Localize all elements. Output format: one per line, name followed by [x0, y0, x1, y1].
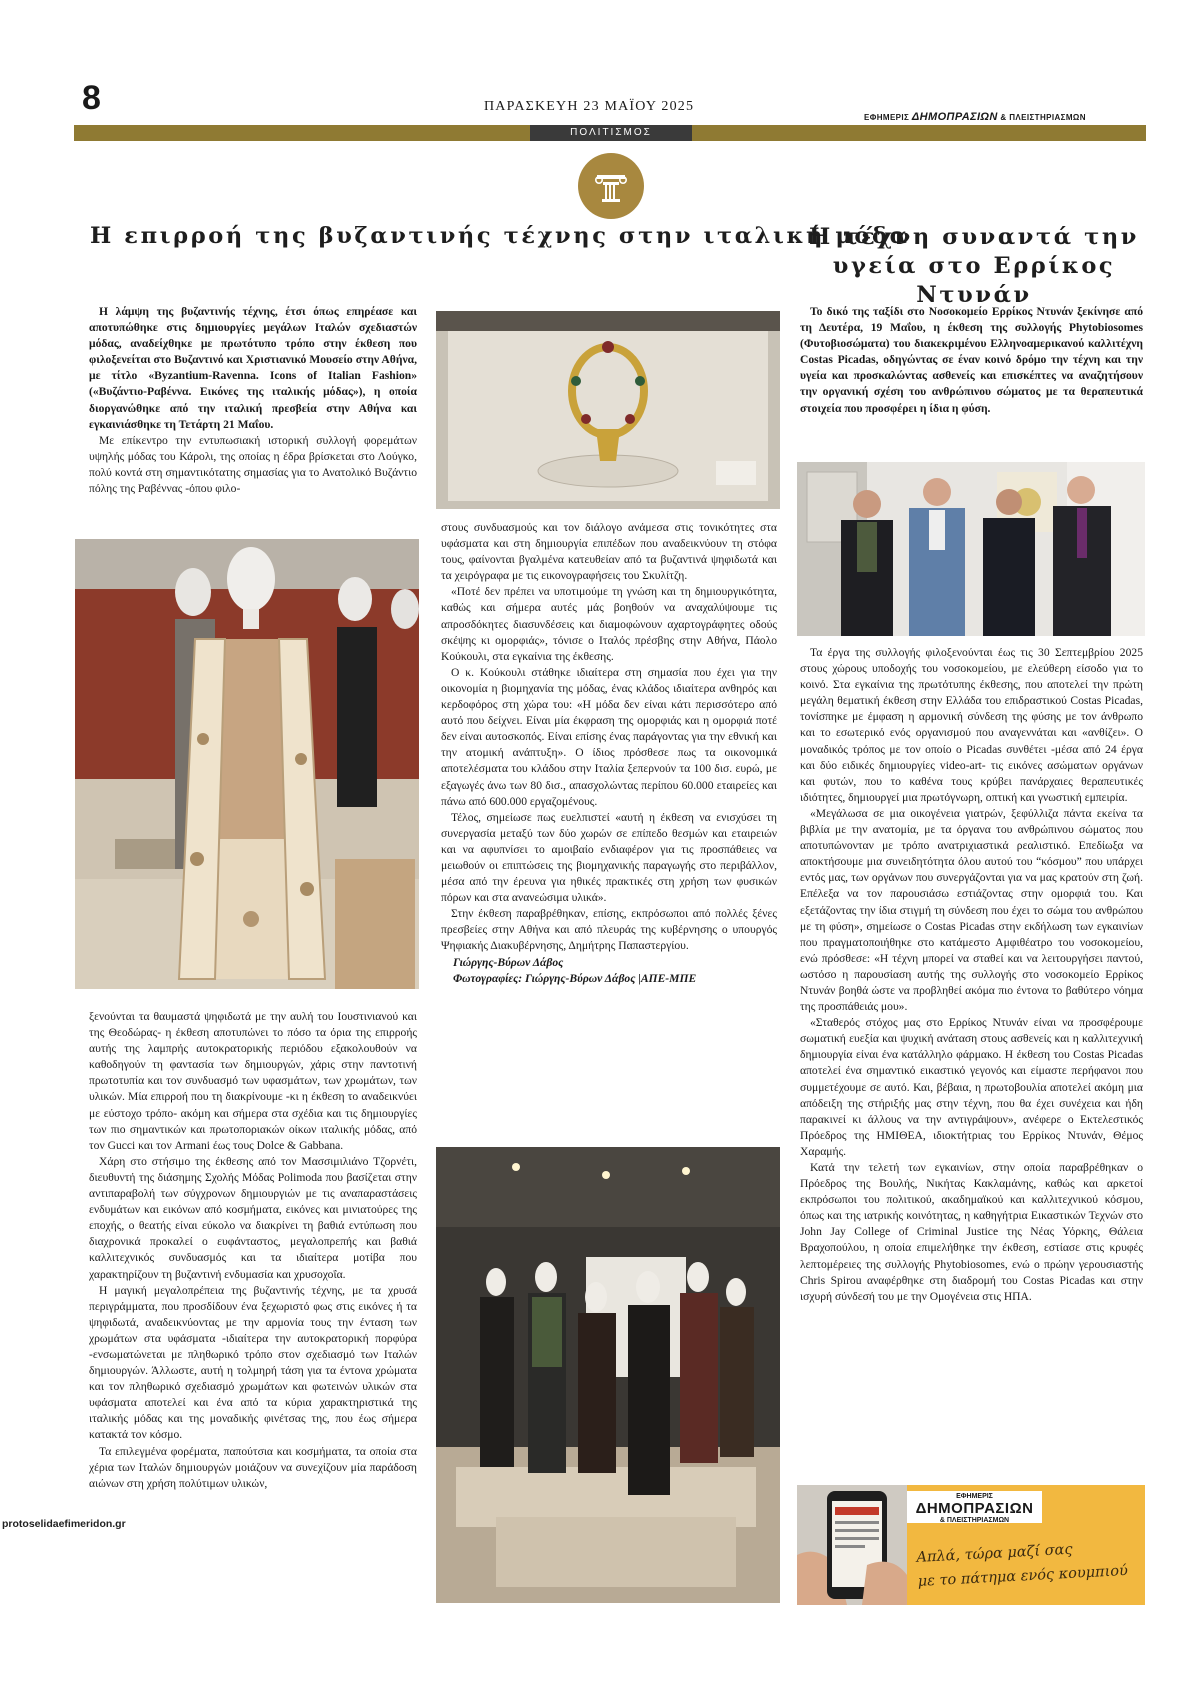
article-1-photo-credit: Φωτογραφίες: Γιώργης-Βύρων Δάβος |ΑΠΕ-ΜΠΕ — [453, 971, 697, 985]
article-1-paragraph: ξενούνται τα θαυμαστά ψηφιδωτά με την αυλή του Ιουστινιανού και της Θεοδώρας- η έκθεση αποτυπώνει το πόσο τα όρια της επιρροής αυτής της λαμπρής αυτοκρατορικής περιόδου εξακολουθούν να καθοδηγούν τη φαντασία των δημιουργών, χάρις στην παντοτινή πρωτοτυπία και τον συνδυασμό των υφασμάτων, των χρωμάτων, των υλικών. Μία επιρροή που τη διακρίνουμε -κι η έκθεση το αναδεικνύει με εύστοχο τρόπο- ακόμη και σήμερα στα σχέδια και τις δημιουργίες των πιο σημαντικών και πρωτοποριακών οίκων ιταλικής μόδας, από τον Gucci και τον Armani έως τους Dolce & Gabbana. — [89, 1010, 417, 1152]
ad-brand — [907, 1491, 1042, 1523]
ad-slogan-line-1: Απλά, τώρα μαζί σας — [916, 1541, 1073, 1566]
article-1-paragraph: Με επίκεντρο την εντυπωσιακή ιστορική συλλογή φορεμάτων υψηλής μόδας του Κάρολι, της οποίας η έδρα βρίσκεται στο Λούγκο, πολύ κοντά στη σημαντικότατης σημασίας για το Ανατολικό Βυζάντιο πόλης της Ραβέννας -όπου φιλο- — [89, 433, 417, 496]
article-2-lead-block — [800, 304, 1143, 417]
masthead-brand — [864, 111, 1086, 123]
article-1-paragraph: Τα επιλεγμένα φορέματα, παπούτσια και κοσμήματα, τα οποία στα χέρια των Ιταλών δημιουργών μοιάζουν να συνεχίζουν μία παράδοση αιώνων στη χρήση πολύτιμων υλικών, — [89, 1444, 417, 1490]
article-2-lead: Το δικό της ταξίδι στο Νοσοκομείο Ερρίκος Ντυνάν ξεκίνησε από τη Δευτέρα, 19 Μαΐου, η έκθεση της συλλογής Phytobiosomes (Φυτοβιοσώματα) του διακεκριμένου Ελληνοαμερικανού καλλιτέχνη Costas Picadas, οδηγώντας σε έναν κοινό δρόμο την τέχνη και την υγεία και προσκαλώντας ασθενείς και επισκέπτες να αναζητήσουν την οργανική σχέση του ανθρώπινου σώματος με τα θεραπευτικά στοιχεία που προσφέρει η ίδια η φύση. — [800, 305, 1143, 415]
article-2-body — [800, 645, 1143, 1305]
article-1-column-2 — [441, 520, 777, 987]
article-1-paragraph: Η μαγική μεγαλοπρέπεια της βυζαντινής τέχνης, με τα χρυσά περιγράμματα, που προσδίδουν ένα ξεχωριστό φως στις εικόνες ή τα ψηφιδωτά, αναδεικνύοντας με την αρμονία τους την ένταση των χρωμάτων στα υφάσματα -ιδιαίτερα την αυτοκρατορική πορφύρα -ενσωματώνεται με πληθωρικό τρόπο στον σχεδιασμό των Ιταλών δημιουργών. Άλλωστε, αυτή η τολμηρή τάση για τα έντονα χρώματα και τον πληθωρικό σχεδιασμό χρωμάτων και φωτεινών υλικών στα υφάσματα αποτελεί και ένα από τα κύρια χαρακτηριστικά της ιταλικής μόδας και της μοναδικής φινέτσας της, που έως σήμερα κατακτά τον κόσμο. — [89, 1283, 417, 1442]
photo-exhibition-hall — [436, 1147, 780, 1603]
ad-slogan — [916, 1534, 1143, 1594]
article-1-column-1-top — [89, 304, 417, 497]
photo-byzantine-gown — [75, 539, 419, 989]
ad-brand-suffix: & ΠΛΕΙΣΤΗΡΙΑΣΜΩΝ — [939, 1517, 1010, 1524]
ionic-column-icon — [578, 153, 644, 219]
article-1-author: Γιώργης-Βύρων Δάβος — [453, 955, 564, 969]
issue-date: ΠΑΡΑΣΚΕΥΗ 23 ΜΑΪΟΥ 2025 — [484, 99, 695, 114]
photo-byzantine-jewel — [436, 311, 780, 509]
ad-slogan-line-2: με το πάτημα ενός κουμπιού — [917, 1562, 1129, 1590]
masthead-brand-suffix: & ΠΛΕΙΣΤΗΡΙΑΣΜΩΝ — [1000, 113, 1086, 122]
ad-brand-prefix: ΕΦΗΜΕΡΙΣ — [956, 1493, 993, 1500]
article-1-paragraph: Χάρη στο στήσιμο της έκθεσης από τον Μασσιμιλιάνο Τζορνέτι, διευθυντή της διάσημης Σχολής Μόδας Polimoda που βασίζεται στην αντιπαραβολή των σύγχρονων δημιουργιών με τις αναπαραστάσεις ενδυμάτων και εικόνων από κοσμήματα, εικόνες και μινιατούρες της εποχής, ο θεατής είναι εύκολο να διακρίνει τη βαθιά εντύπωση που διαχρονικά προκαλεί ο ευφάνταστος, μεγαλοπρεπής και βαθιά καλλιτεχνικός συνδυασμός και τα ιδιαίτερα μοτίβα που χαρακτηρίζουν τη βυζαντινή ενδυμασία και χρυσοχοΐα. — [89, 1154, 417, 1281]
article-2-paragraph: Κατά την τελετή των εγκαινίων, στην οποία παραβρέθηκαν ο Πρόεδρος της Βουλής, Νικήτας Κακλαμάνης, καθώς και αρκετοί εκπρόσωποι του πολιτικού, ακαδημαϊκού και καλλιτεχνικού κόσμου, όπως και της ιατρικής κοινότητας, η καθηγήτρια Εικαστικών Τεχνών στο John Jay College of Criminal Justice της Νέας Υόρκης, Θάλεια Βραχοπούλου, η οποία επιμελήθηκε την έκθεση, εστίασε στις κρυφές λεπτομέρειες της συλλογής Phytobiosomes, ενώ ο πρώην γερουσιαστής Chris Spirou αναφέρθηκε στη διαδρομή του Costas Picadas και στην ισχυρή σύνδεσή του με την Ομογένεια στις ΗΠΑ. — [800, 1161, 1143, 1303]
section-label: ΠΟΛΙΤΙΣΜΟΣ — [530, 125, 692, 141]
article-1-paragraph: Ο κ. Κούκουλι στάθηκε ιδιαίτερα στη σημασία που έχει για την οικονομία η βιομηχανία της μόδας, ένας κλάδος ιδιαίτερα ανθηρός και κερδοφόρος στη χώρα του: «Η μόδα δεν είναι κάτι περισσότερο από αυτό που δείχνει. Είναι μία έκφραση της ομορφιάς και η ομορφιά ποτέ δεν είναι αυτοσκοπός. Είναι επίσης ένας παράγοντας για την εθνική και την ατομική ανάπτυξη». Ο ίδιος πρόσθεσε πως τα οικονομικά αποτελέσματα του κλάδου στην Ιταλία ξεπερνούν τα 100 δισ. ευρώ, με εξαγωγές άνω των 80 δισ., απασχολώντας περίπου 60.000 εταιρείες και πάνω από 600.000 εργαζομένους. — [441, 665, 777, 808]
article-2-paragraph: «Μεγάλωσα σε μια οικογένεια γιατρών, ξεφύλλιζα πάντα εκείνα τα βιβλία με την ανατομία, με τα όργανα του ανθρώπινου σώματος που αποτυπώνονταν με τρόπο ανατριχιαστικά ρεαλιστικό. Επεδίωξα να αποκτήσουμε μια συνειδητότητα όλου αυτού του “κόσμου” που υπάρχει εντός μας, των οργάνων που συνεργάζονται για να μας κρατούν στη ζωή. Επέλεξα να τον παρουσιάσω εστιάζοντας στην ομορφιά του. Και εξετάζοντας την ίδια στιγμή τη σύνδεση που έχει το σώμα του ανθρώπου με τη φύση», σημείωσε ο Costas Picadas στην εκδήλωση των εγκαινίων που πραγματοποιήθηκε στο κατάμεστο Αμφιθέατρο του νοσοκομείου, ενώ πρόσθεσε: «Η τέχνη μπορεί να σταθεί και να λειτουργήσει παντού, ωστόσο η παρουσίαση αυτής της συλλογής στο νοσοκομείο Ερρίκος Ντυνάν βοηθά ώστε να προβληθεί ακόμα πιο έντονα το βαθύτερο νόημα της προσπάθειάς μου». — [800, 806, 1143, 1014]
article-1-column-1-bottom — [89, 1009, 417, 1492]
article-1-lead: Η λάμψη της βυζαντινής τέχνης, έτσι όπως επηρέασε και αποτυπώθηκε στις δημιουργίες μεγάλων Ιταλών σχεδιαστών μόδας, αναδείχθηκε με πρωτότυπο τρόπο στην έκθεση που φιλοξενείται στο Βυζαντινό και Χριστιανικό Μουσείο στην Αθήνα, με τίτλο «Byzantium-Ravenna. Icons of Italian Fashion» («Βυζάντιο-Ραβέννα. Εικόνες της ιταλικής μόδας»), η οποία διοργανώθηκε από την ιταλική πρεσβεία στην Αθήνα και εγκαινιάσθηκε τη Τετάρτη 21 Μαΐου. — [89, 305, 417, 431]
hand-phone-icon — [797, 1485, 907, 1605]
article-1-paragraph: στους συνδυασμούς και τον διάλογο ανάμεσα στις τονικότητες στα υφάσματα και στη δημιουργία επιπέδων που αναδεικνύουν τη στόφα τους, φαίνονται βγαλμένα κατευθείαν από τα βυζαντινά ψηφιδωτά και τα χειρόγραφα με τις εικονογραφήσεις του Σκυλίτζη. — [441, 521, 777, 583]
article-1-paragraph: Τέλος, σημείωσε πως ευελπιστεί «αυτή η έκθεση να ενισχύσει τη συνεργασία μεταξύ των δύο χωρών σε επίπεδο θεσμών και εταιρειών και να αφυπνίσει το αμοιβαίο ενδιαφέρον για τις προσπάθειες να μειωθούν οι επιπτώσεις της βιομηχανικής παραγωγής στο περιβάλλον, μέσα από την έρευνα για ηθικές πρακτικές στη χρήση των φυσικών πόρων και στα ανανεώσιμα υλικά». — [441, 810, 777, 905]
article-1-headline: Η επιρροή της βυζαντινής τέχνης στην ιταλική μόδα — [90, 223, 910, 249]
page-number: 8 — [82, 79, 101, 117]
article-2-paragraph: «Σταθερός στόχος μας στο Ερρίκος Ντυνάν είναι να προσφέρουμε σωματική ευεξία και ψυχική ανάταση στους ασθενείς και η καλλιτεχνική δημιουργία είναι ένα κατάλληλο φάρμακο. Η έκθεση του Costas Picadas αποτελεί ένα σημαντικό εικαστικό γεγονός και είμαστε περήφανοι που συμμετέχουμε σε αυτό. Και, βέβαια, η πρωτοβουλία αποτελεί ακόμη μια απόδειξη της στήριξής μας στην τέχνη, που θα έχει συνέχεια και ήδη παρακινεί κι άλλους να την αντιγράψουν», ανέφερε ο Εκτελεστικός Πρόεδρος της ΗΜΙΘΕΑ, ιδιοκτήτριας του Ερρίκος Ντυνάν, Θέμος Χαραμής. — [800, 1016, 1143, 1158]
newspaper-app-ad[interactable] — [797, 1485, 1145, 1605]
masthead-brand-name: ΔΗΜΟΠΡΑΣΙΩΝ — [911, 111, 998, 123]
ad-brand-name: ΔΗΜΟΠΡΑΣΙΩΝ — [915, 1500, 1034, 1517]
article-1-paragraph: Στην έκθεση παραβρέθηκαν, επίσης, εκπρόσωποι από πολλές ξένες πρεσβείες στην Αθήνα και από πλευράς της κυβέρνησης ο υπουργός Ψηφιακής Διακυβέρνησης, Δημήτρης Παπαστεργίου. — [441, 907, 777, 953]
article-2-paragraph: Τα έργα της συλλογής φιλοξενούνται έως τις 30 Σεπτεμβρίου 2025 στους χώρους υποδοχής του νοσοκομείου, με ελεύθερη είσοδο για το κοινό. Στα εγκαίνια της πρωτότυπης έκθεσης, που αποτελεί την πρώτη μεγάλη θεματική έκθεση στην Ελλάδα του επιδραστικού Costas Picadas, τονίσπηκε με έμφαση η αρμονική σύνδεση της φύσης με τον άνθρωπο και το εσωτερικό ενός οργανισμού που αναγεννάται και «ανθίζει». Ο μοναδικός τρόπος με τον οποίο ο Picadas συνθέτει -μέσα από 24 έργα και δύο ειδικές δημιουργίες video-art- τις εικόνες ασώματων οργάνων και φυτών, που το καθένα τους κρύβει πανάρχαιες θεραπευτικές ιδιότητες, δημιουργεί μια πρωτόγνωρη, οπτική και γνωστική εμπειρία. — [800, 646, 1143, 804]
article-1-paragraph: «Ποτέ δεν πρέπει να υποτιμούμε τη γνώση και τη δημιουργικότητα, καθώς και σήμερα αυτές μάς βοηθούν να αναχαλύψουμε τις απροσδόκητες διασυνδέσεις και διαμοφώνουν αχαρτογράφητες οδούς σκέψης κι ομορφιάς», τόνισε ο Ιταλός πρέσβης στην Αθήνα, Πάολο Κούκουλι, στα εγκαίνια της έκθεσης. — [441, 585, 777, 663]
photo-opening-guests — [797, 462, 1145, 636]
source-watermark: protoselidaefimeridon.gr — [2, 1518, 126, 1530]
masthead-brand-prefix: ΕΦΗΜΕΡΙΣ — [864, 113, 910, 122]
article-2-headline: Η τέχνη συναντά την υγεία στο Ερρίκος Ντυνάν — [808, 224, 1140, 308]
